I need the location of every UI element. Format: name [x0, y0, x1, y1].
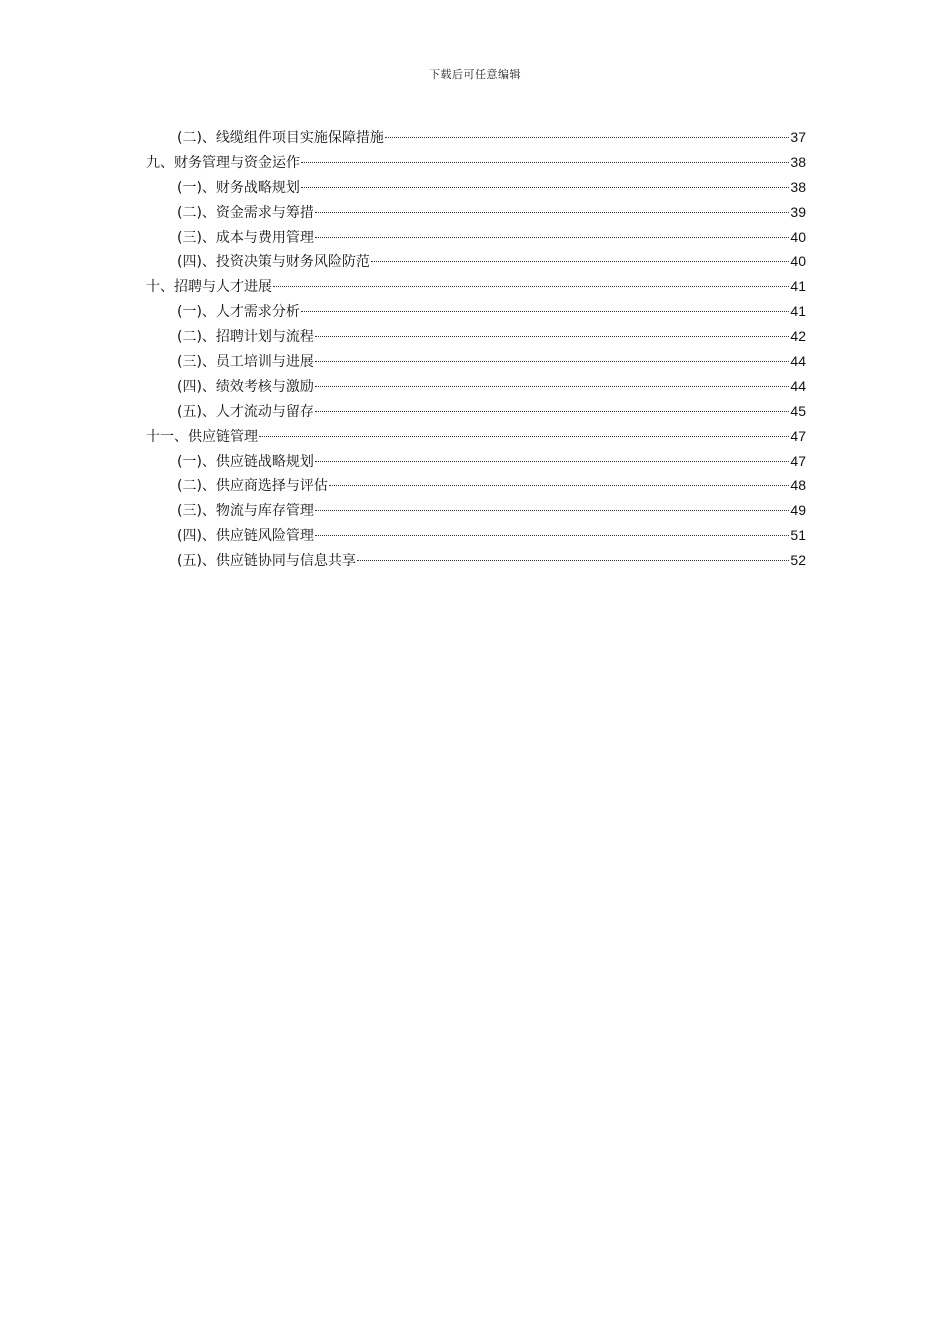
toc-dot-leader [315, 237, 789, 238]
toc-entry-page: 47 [790, 427, 806, 444]
toc-entry-title: 九、财务管理与资金运作 [146, 154, 300, 171]
toc-entry-page: 38 [790, 178, 806, 195]
toc-entry-title: (五)、人才流动与留存 [177, 403, 314, 420]
toc-entry-page: 41 [790, 278, 806, 295]
toc-dot-leader [315, 535, 789, 536]
toc-entry[interactable] [146, 449, 806, 474]
toc-entry-page: 45 [790, 402, 806, 419]
toc-dot-leader [301, 311, 789, 312]
toc-entry-page: 51 [790, 527, 806, 544]
toc-entry-page: 41 [790, 303, 806, 320]
toc-dot-leader [329, 485, 789, 486]
toc-entry[interactable] [146, 150, 806, 175]
toc-entry[interactable] [146, 374, 806, 399]
toc-entry-page: 40 [790, 228, 806, 245]
toc-entry-title: (四)、投资决策与财务风险防范 [177, 254, 370, 271]
toc-entry[interactable] [146, 175, 806, 200]
toc-entry-page: 37 [790, 129, 806, 145]
toc-entry-page: 42 [790, 328, 806, 345]
toc-entry-page: 44 [790, 353, 806, 370]
toc-entry-page: 44 [790, 377, 806, 394]
toc-entry[interactable] [146, 399, 806, 424]
toc-entry-page: 39 [790, 203, 806, 220]
toc-entry[interactable] [146, 324, 806, 349]
toc-dot-leader [259, 436, 789, 437]
toc-entry-page: 38 [790, 153, 806, 170]
toc-entry-title: (三)、员工培训与进展 [177, 354, 314, 371]
toc-entry[interactable] [146, 523, 806, 548]
toc-entry-title: (五)、供应链协同与信息共享 [177, 553, 356, 570]
toc-dot-leader [315, 461, 789, 462]
toc-entry[interactable] [146, 548, 806, 573]
toc-dot-leader [315, 361, 789, 362]
toc-entry[interactable] [146, 498, 806, 523]
toc-dot-leader [371, 261, 789, 262]
toc-entry[interactable] [146, 200, 806, 225]
toc-entry-title: (一)、人才需求分析 [177, 304, 300, 321]
toc-entry-page: 47 [790, 452, 806, 469]
toc-dot-leader [301, 162, 789, 163]
toc-entry-title: (三)、成本与费用管理 [177, 229, 314, 246]
toc-entry[interactable] [146, 249, 806, 274]
toc-dot-leader [315, 411, 789, 412]
toc-dot-leader [315, 212, 789, 213]
table-of-contents [146, 125, 806, 573]
toc-dot-leader [315, 386, 789, 387]
toc-dot-leader [315, 336, 789, 337]
toc-dot-leader [301, 187, 789, 188]
toc-entry-title: (二)、资金需求与筹措 [177, 204, 314, 221]
toc-entry[interactable] [146, 225, 806, 250]
toc-dot-leader [357, 560, 789, 561]
toc-entry-page: 40 [790, 253, 806, 270]
toc-dot-leader [273, 286, 789, 287]
toc-entry[interactable] [146, 299, 806, 324]
toc-entry-title: (四)、绩效考核与激励 [177, 378, 314, 395]
toc-entry-title: 十一、供应链管理 [146, 428, 258, 445]
toc-entry[interactable] [146, 424, 806, 449]
toc-dot-leader [315, 510, 789, 511]
toc-entry-title: (一)、供应链战略规划 [177, 453, 314, 470]
toc-entry-title: (二)、招聘计划与流程 [177, 329, 314, 346]
toc-dot-leader [385, 137, 789, 138]
toc-entry-title: (二)、供应商选择与评估 [177, 478, 328, 495]
toc-entry[interactable] [146, 274, 806, 299]
toc-entry-page: 48 [790, 477, 806, 494]
toc-entry-title: (四)、供应链风险管理 [177, 528, 314, 545]
toc-entry[interactable] [146, 125, 806, 150]
page-header: 下载后可任意编辑 [429, 68, 521, 81]
toc-entry-title: (三)、物流与库存管理 [177, 503, 314, 520]
toc-entry-page: 52 [790, 552, 806, 569]
toc-entry[interactable] [146, 473, 806, 498]
toc-entry-title: (二)、线缆组件项目实施保障措施 [177, 130, 384, 146]
toc-entry[interactable] [146, 349, 806, 374]
toc-entry-title: (一)、财务战略规划 [177, 179, 300, 196]
toc-entry-title: 十、招聘与人才进展 [146, 279, 272, 296]
toc-entry-page: 49 [790, 502, 806, 519]
